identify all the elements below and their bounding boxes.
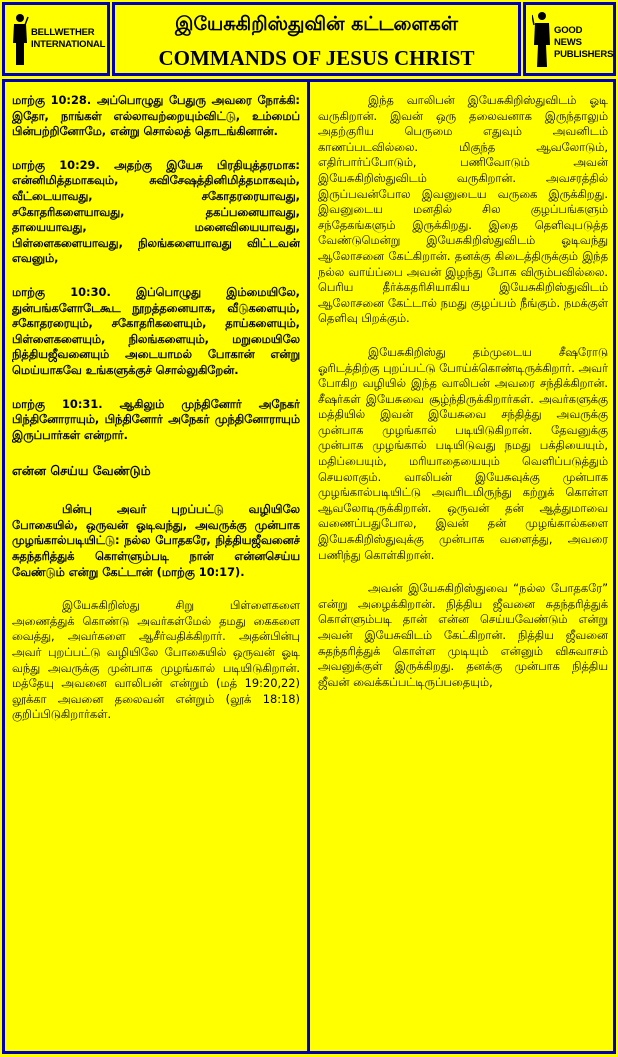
commentary-paragraph-3: இயேசுகிறிஸ்து தம்முடைய சீஷரோடு ஓரிடத்திற்கு புறப்பட்டு போய்க்கொண்டிருக்கிறார். அவர் போகிற வழியில் இந்த வாலிபன் அவரை சந்திக்கிறான். சீஷர்கள் இயேசுவை சூழ்ந்திருக்கிறார்கள். அவர்களுக்கு மத்தியில் இவன் இயேசுவை சந்தித்து அவருக்கு முன்பாக முழங்கால் படியிடுகிறான். தேவனுக்கு முன்பாக முழங்கால் படியிடுவது நமது பக்தியையும், மதிப்பையும், மரியாதையையும் வெளிப்படுத்தும் செயலாகும். வாலிபன் இயேசுவுக்கு முன்பாக முழங்கால்படியிட்டு அவரிடமிருந்து கற்றுக் கொள்ள ஆவலோடிருக்கிறான். ஒருவன் தன் ஆத்துமாவை வணைப்பதுபோல, இவன் தன் முழங்கால்களை இயேசுகிறிஸ்துவுக்கு முன்பாக வளைத்து, அவரை பணிந்து கொள்கிறான். [318, 344, 608, 562]
bellwether-logo [2, 2, 110, 76]
header [0, 0, 618, 79]
verse-mark-10-28: மாற்கு 10:28. அப்பொழுது பேதுரு அவரை நோக்கி: இதோ, நாங்கள் எல்லாவற்றையும்விட்டு, உம்மைப் பின்பற்றினோமே, என்று சொல்லத் தொடங்கினான். [12, 93, 300, 139]
good-news-logo [523, 2, 616, 76]
title-box [112, 2, 521, 76]
verse-mark-10-17: பின்பு அவர் புறப்பட்டு வழியிலே போகையில், ஒருவன் ஓடிவந்து, அவருக்கு முன்பாக முழங்கால்படியிட்டு: நல்ல போதகரே, நித்தியஜீவனைச் சுதந்தரித்துக் கொள்ளும்படி நான் என்னசெய்ய வேண்டும் என்று கேட்டான் (மாற்கு 10:17). [12, 502, 300, 579]
verse-mark-10-30: மாற்கு 10:30. இப்பொழுது இம்மையிலே, துன்பங்களோடேகூட நூறத்தனையாக, வீடுகளையும், சகோதரரையும், சகோதரிகளையும், தாய்களையும், பிள்ளைகளையும், நிலங்களையும், மறுமையிலே நித்தியஜீவனையும் அடையாமல் போகான் என்று மெய்யாகவே உங்களுக்குச் சொல்லுகிறேன். [12, 284, 300, 377]
commentary-paragraph-1: இயேசுகிறிஸ்து சிறு பிள்ளைகளை அணைத்துக் கொண்டு அவர்கள்மேல் தமது கைகளை வைத்து, அவர்களை ஆசீர்வதிக்கிறார். அதன்பின்பு அவர் புறப்பட்டு வழியிலே போகையில் ஒருவன் ஓடி வந்து அவருக்கு முன்பாக முழங்கால் படியிடுகிறான். மத்தேயு அவனை வாலிபன் என்றும் (மத் 19:20,22) லூக்கா அவனை தலைவன் என்றும் (லூக் 18:18) குறிப்பிடுகிறார்கள். [12, 598, 300, 722]
good-news-figure-icon [532, 11, 552, 69]
verse-mark-10-31: மாற்கு 10:31. ஆகிலும் முந்தினோர் அநேகர் பிந்தினோராயும், பிந்தினோர் அநேகர் முந்தினோராயும் இருப்பார்கள் என்றார். [12, 396, 300, 442]
bellwether-logo-text: BELLWETHER INTERNATIONAL [31, 27, 106, 50]
verse-mark-10-29: மாற்கு 10:29. அதற்கு இயேசு பிரதியுத்தரமாக: என்னிமித்தமாகவும், சுவிசேஷத்தினிமித்தமாகவும், வீட்டையாவது, சகோதரரையாவது, சகோதரிகளையாவது, தகப்பனையாவது, தாயையாவது, மனைவியையாவது, பிள்ளைகளையாவது, நிலங்களையாவது விட்டவன் எவனும், [12, 157, 300, 266]
right-column [318, 93, 608, 1048]
bellwether-figure-icon [11, 13, 29, 67]
column-divider [307, 79, 310, 1054]
commentary-paragraph-2: இந்த வாலிபன் இயேசுகிறிஸ்துவிடம் ஓடி வருகிறான். இவன் ஒரு தலைவனாக இருந்தாலும் அதற்குரிய பெருமை எதுவும் அவனிடம் காணப்படவில்லை. மிகுந்த ஆவலோடும், எதிர்பார்ப்போடும், பணிவோடும் அவன் இயேசுகிறிஸ்துவிடம் வருகிறான். அவசரத்தில் இருப்பவன்போல இவனுடைய வருகை இருக்கிறது. இவனுடைய மனதில் சில குழப்பங்களும் சந்தேகங்களும் இருக்கிறது. இதை தெளிவுபடுத்த வேண்டுமென்று இயேசுகிறிஸ்துவிடம் ஓடிவந்து ஆலோசனை கேட்கிறான். தனக்கு கிடைத்திருக்கும் இந்த நல்ல வாய்ப்பை அவன் இழந்து போக விரும்பவில்லை. பெரிய தீர்க்கதரிசியாகிய இயேசுகிறிஸ்துவிடம் ஆலோசனை கேட்டால் நமது குழப்பம் நீங்கும். நமக்குள் தெளிவு பிறக்கும். [318, 93, 608, 326]
section-heading: என்ன செய்ய வேண்டும் [12, 463, 151, 479]
left-column [12, 93, 300, 1048]
good-news-logo-text: GOOD NEWS PUBLISHERS [554, 25, 614, 60]
title-tamil: இயேசுகிறிஸ்துவின் கட்டளைகள் [175, 13, 458, 35]
title-english: COMMANDS OF JESUS CHRIST [158, 46, 475, 70]
commentary-paragraph-4: அவன் இயேசுகிறிஸ்துவை “நல்ல போதகரே” என்று அழைக்கிறான். நித்திய ஜீவனை சுதந்தரித்துக் கொள்ளும்படி தான் என்ன செய்யவேண்டும் என்று அவன் இயேசுவிடம் கேட்கிறான். நித்திய ஜீவனை சுதந்தரித்துக் கொள்ள முடியும் என்னும் விசுவாசம் அவனுக்குள் இருக்கிறது. தனக்கு முன்பாக நித்திய ஜீவன் வைக்கப்பட்டிருப்பதையும், [318, 581, 608, 689]
